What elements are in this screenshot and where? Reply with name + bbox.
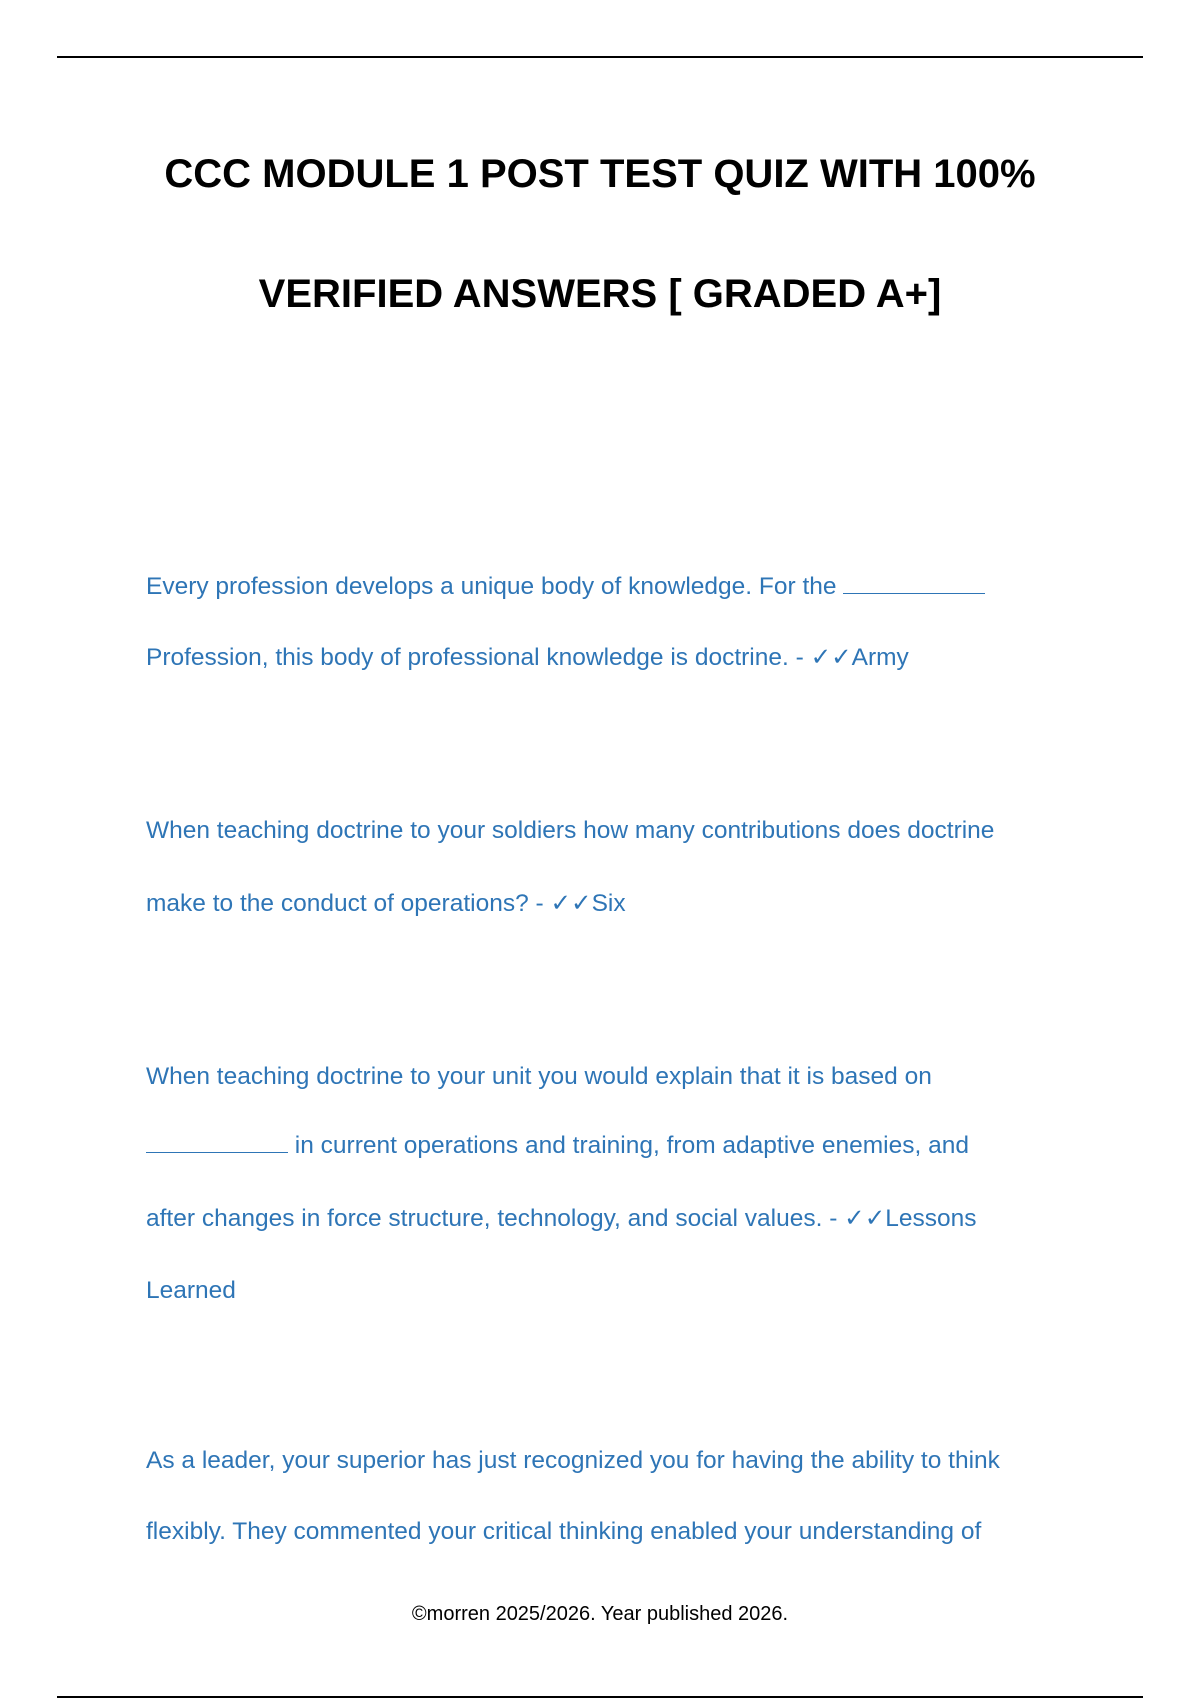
question-3-answer-cont: Learned	[146, 1277, 236, 1304]
question-2-line-2	[146, 888, 1146, 920]
question-4-text-cont: flexibly. They commented your critical thinking enabled your understanding of	[146, 1518, 982, 1545]
document-title-line-2: VERIFIED ANSWERS [ GRADED A+]	[258, 272, 942, 316]
footer-rule	[57, 1696, 1143, 1698]
question-3-text-cont-2: after changes in force structure, technology, and social values. -	[146, 1205, 845, 1232]
checkmark-icon: ✓✓	[550, 890, 592, 917]
question-1-text: Every profession develops a unique body of knowledge. For the	[146, 573, 837, 600]
question-1-answer: Army	[851, 644, 909, 671]
question-2-answer: Six	[591, 890, 626, 917]
fill-in-blank	[146, 1132, 288, 1153]
question-1-line-1	[146, 571, 1146, 603]
document-title-line-1: CCC MODULE 1 POST TEST QUIZ WITH 100%	[164, 152, 1036, 196]
checkmark-icon: ✓✓	[844, 1205, 886, 1232]
copyright-footer: ©morren 2025/2026. Year published 2026.	[411, 1603, 789, 1625]
fill-in-blank	[843, 573, 985, 594]
header-rule	[57, 56, 1143, 58]
question-3-line-1	[146, 1061, 1146, 1093]
question-4-text: As a leader, your superior has just recognized you for having the ability to think	[146, 1447, 1000, 1474]
question-3-answer: Lessons	[885, 1205, 977, 1232]
question-2-text-cont: make to the conduct of operations? -	[146, 890, 551, 917]
question-1-text-cont: Profession, this body of professional knowledge is doctrine. -	[146, 644, 811, 671]
question-2-line-1	[146, 815, 1146, 847]
question-3-line-2	[146, 1130, 1146, 1162]
question-3-text-cont: in current operations and training, from adaptive enemies, and	[288, 1132, 969, 1159]
question-1-line-2	[146, 642, 1146, 674]
checkmark-icon: ✓✓	[810, 644, 852, 671]
question-4-line-1	[146, 1445, 1146, 1477]
question-3-text: When teaching doctrine to your unit you would explain that it is based on	[146, 1063, 932, 1090]
question-2-text: When teaching doctrine to your soldiers how many contributions does doctrine	[146, 817, 995, 844]
question-4-line-2	[146, 1516, 1146, 1548]
question-3-line-3	[146, 1203, 1146, 1235]
question-3-line-4	[146, 1275, 1146, 1307]
